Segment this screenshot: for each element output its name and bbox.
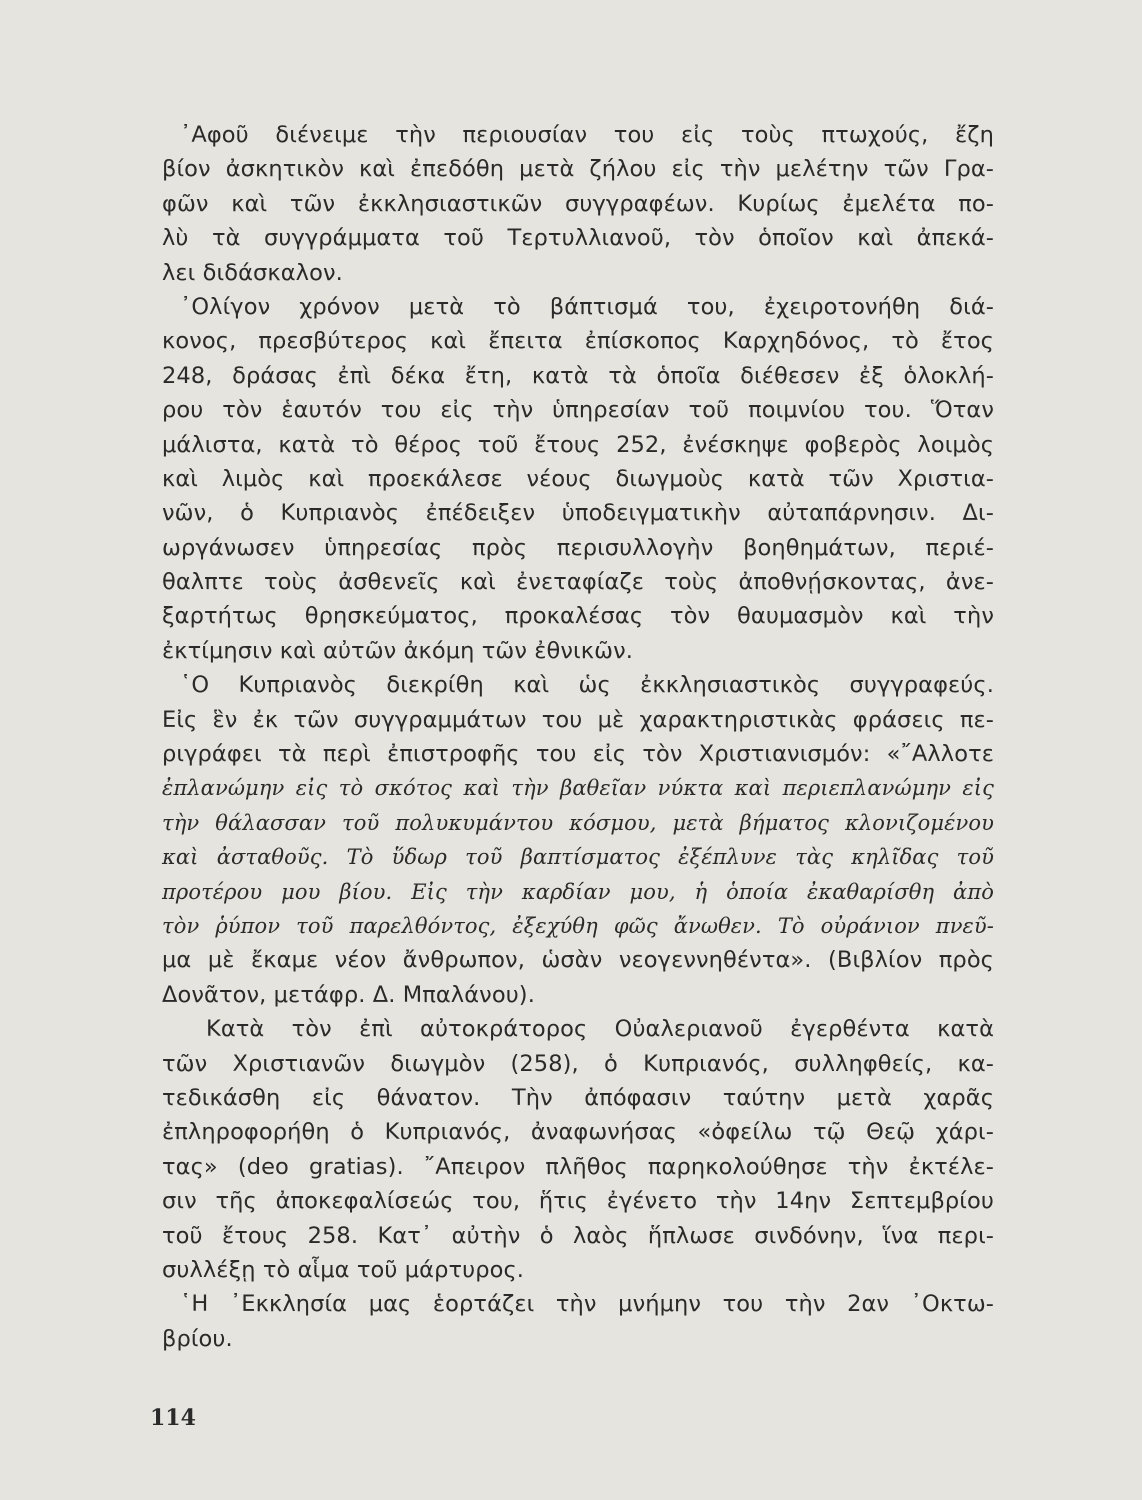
text-line: μάλιστα, κατὰ τὸ θέρος τοῦ ἔτους 252, ἐνέσκηψε φοβερὸς λοιμὸς — [162, 431, 994, 458]
text-line: σιν τῆς ἀποκεφαλίσεώς του, ἥτις ἐγένετο τὴν 14ην Σεπτεμβρίου — [162, 1188, 994, 1215]
quote-line: καὶ ἀσταθοῦς. Τὸ ὕδωρ τοῦ βαπτίσματος ἐξέπλυνε τὰς κηλῖδας τοῦ — [162, 845, 994, 870]
text-line: τῶν Χριστιανῶν διωγμὸν (258), ὁ Κυπριανός, συλληφθείς, κα- — [162, 1050, 994, 1077]
text-line: ρου τὸν ἑαυτόν του εἰς τὴν ὑπηρεσίαν τοῦ ποιμνίου του. Ὅταν — [162, 397, 994, 424]
text-line: 248, δράσας ἐπὶ δέκα ἔτη, κατὰ τὰ ὁποῖα διέθεσεν ἐξ ὁλοκλή- — [162, 362, 994, 389]
text-line: φῶν καὶ τῶν ἐκκλησιαστικῶν συγγραφέων. Κυρίως ἐμελέτα πο- — [162, 190, 994, 217]
text-line: ριγράφει τὰ περὶ ἐπιστροφῆς του εἰς τὸν Χριστιανισμόν: «῎Αλλοτε — [162, 741, 994, 768]
text-line: βρίου. — [162, 1325, 233, 1352]
text-line: νῶν, ὁ Κυπριανὸς ἐπέδειξεν ὑποδειγματικὴν αὐταπάρνησιν. Δι- — [162, 500, 994, 527]
text-line: ᾿Ολίγον χρόνον μετὰ τὸ βάπτισμά του, ἐχειροτονήθη διά- — [180, 293, 994, 320]
text-line: καὶ λιμὸς καὶ προεκάλεσε νέους διωγμοὺς κατὰ τῶν Χριστια- — [162, 465, 994, 492]
text-line: συλλέξῃ τὸ αἷμα τοῦ μάρτυρος. — [162, 1256, 525, 1283]
quote-line: προτέρου μου βίου. Εἰς τὴν καρδίαν μου, ἡ ὁποία ἐκαθαρίσθη ἀπὸ — [162, 879, 994, 904]
page-number: 114 — [150, 1405, 196, 1431]
text-line: ῾Η ᾿Εκκλησία μας ἑορτάζει τὴν μνήμην του τὴν 2αν ᾿Οκτω- — [180, 1291, 994, 1318]
text-line: μα μὲ ἔκαμε νέον ἄνθρωπον, ὡσὰν νεογεννηθέντα». (Βιβλίον πρὸς — [162, 947, 994, 974]
text-line: Δονᾶτον, μετάφρ. Δ. Μπαλάνου). — [162, 981, 535, 1008]
text-line: βίον ἀσκητικὸν καὶ ἐπεδόθη μετὰ ζήλου εἰς τὴν μελέτην τῶν Γρα- — [162, 156, 994, 183]
text-line: Εἰς ἓν ἐκ τῶν συγγραμμάτων του μὲ χαρακτηριστικὰς φράσεις πε- — [162, 706, 994, 733]
text-line: ξαρτήτως θρησκεύματος, προκαλέσας τὸν θαυμασμὸν καὶ τὴν — [162, 603, 994, 630]
body-text — [162, 118, 994, 1356]
text-line: ωργάνωσεν ὑπηρεσίας πρὸς περισυλλογὴν βοηθημάτων, περιέ- — [162, 534, 994, 561]
quote-line: τὴν θάλασσαν τοῦ πολυκυμάντου κόσμου, μετὰ βήματος κλονιζομένου — [162, 810, 994, 835]
text-line: ῾Ο Κυπριανὸς διεκρίθη καὶ ὡς ἐκκλησιαστικὸς συγγραφεύς. — [180, 672, 994, 699]
text-line: θαλπτε τοὺς ἀσθενεῖς καὶ ἐνεταφίαζε τοὺς ἀποθνῄσκοντας, ἀνε- — [162, 569, 994, 596]
text-line: λει διδάσκαλον. — [162, 259, 343, 286]
text-line: Κατὰ τὸν ἐπὶ αὐτοκράτορος Οὐαλεριανοῦ ἐγερθέντα κατὰ — [206, 1016, 994, 1043]
text-line: ᾿Αφοῦ διένειμε τὴν περιουσίαν του εἰς τοὺς πτωχούς, ἔζη — [180, 122, 994, 148]
text-line: ἐκτίμησιν καὶ αὐτῶν ἀκόμη τῶν ἐθνικῶν. — [162, 637, 633, 664]
text-line: τεδικάσθη εἰς θάνατον. Τὴν ἀπόφασιν ταύτην μετὰ χαρᾶς — [162, 1084, 994, 1111]
text-line: λὺ τὰ συγγράμματα τοῦ Τερτυλλιανοῦ, τὸν ὁποῖον καὶ ἀπεκά- — [162, 225, 994, 252]
text-line: τας» (deo gratias). ῎Απειρον πλῆθος παρηκολούθησε τὴν ἐκτέλε- — [162, 1153, 994, 1180]
text-line: κονος, πρεσβύτερος καὶ ἔπειτα ἐπίσκοπος Καρχηδόνος, τὸ ἔτος — [162, 328, 994, 355]
text-line: ἐπληροφορήθη ὁ Κυπριανός, ἀναφωνήσας «ὀφείλω τῷ Θεῷ χάρι- — [162, 1119, 994, 1146]
quote-line: ἐπλανώμην εἰς τὸ σκότος καὶ τὴν βαθεῖαν νύκτα καὶ περιεπλανώμην εἰς — [162, 776, 994, 801]
text-line: τοῦ ἔτους 258. Κατ᾿ αὐτὴν ὁ λαὸς ἥπλωσε σινδόνην, ἵνα περι- — [162, 1222, 994, 1249]
quote-line: τὸν ῥύπον τοῦ παρελθόντος, ἐξεχύθη φῶς ἄνωθεν. Τὸ οὐράνιον πνεῦ- — [162, 913, 994, 938]
